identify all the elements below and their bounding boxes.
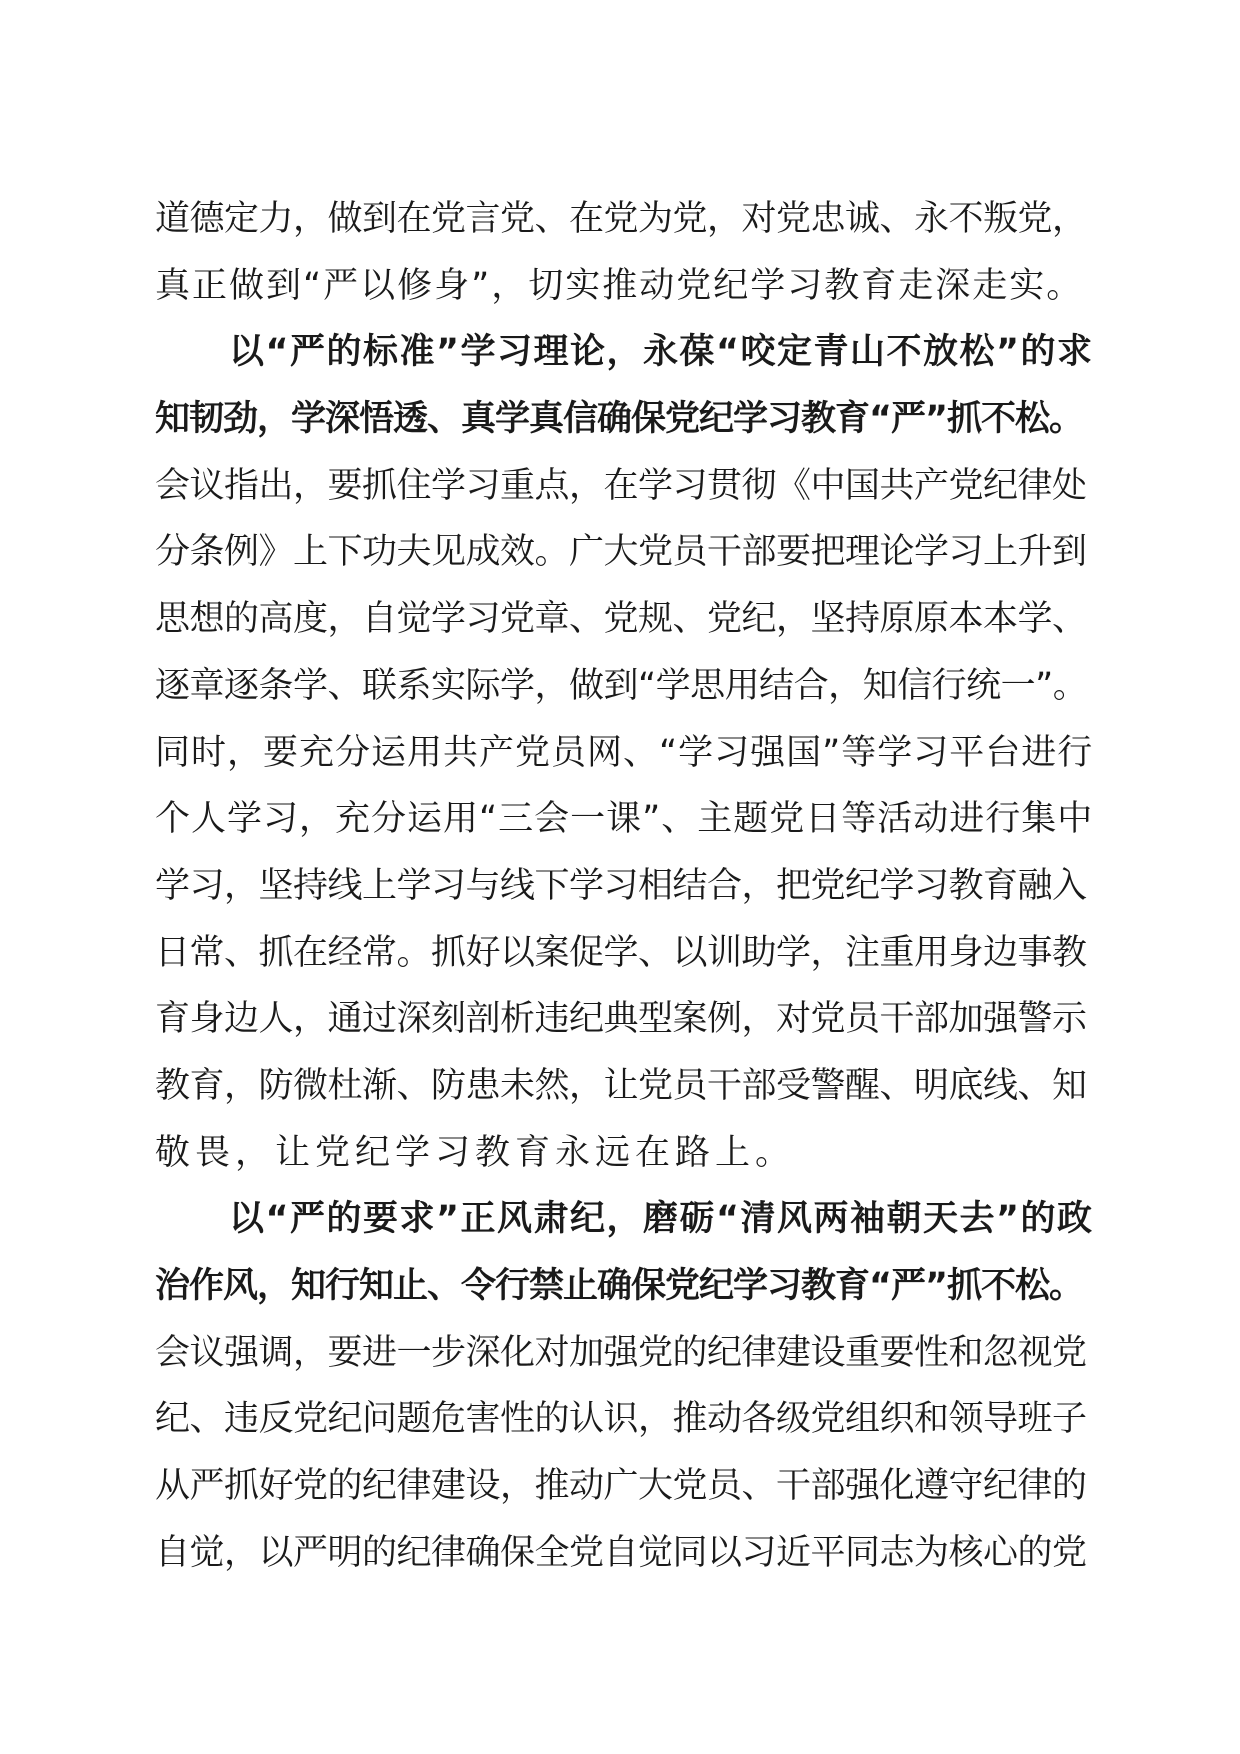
text-line: 同时，要充分运用共产党员网、“学习强国”等学习平台进行	[155, 732, 1094, 773]
section-heading-line: 治作风，知行知止、令行禁止确保党纪学习教育“严”抓不松。	[155, 1266, 1084, 1306]
text-line: 敬畏，让党纪学习教育永远在路上。	[155, 1132, 796, 1173]
text-line: 分条例》上下功夫见成效。广大党员干部要把理论学习上升到	[155, 532, 1087, 573]
section-heading-line: 以“严的标准”学习理论，永葆“咬定青山不放松”的求	[229, 332, 1094, 373]
text-line: 个人学习，充分运用“三会一课”、主题党日等活动进行集中	[155, 799, 1094, 840]
text-line: 思想的高度，自觉学习党章、党规、党纪，坚持原原本本学、	[155, 599, 1087, 640]
text-line: 自觉，以严明的纪律确保全党自觉同以习近平同志为核心的党	[155, 1532, 1087, 1573]
text-line: 学习，坚持线上学习与线下学习相结合，把党纪学习教育融入	[155, 865, 1087, 906]
text-line: 道德定力，做到在党言党、在党为党，对党忠诚、永不叛党，	[155, 199, 1087, 239]
text-line: 逐章逐条学、联系实际学，做到“学思用结合，知信行统一”。	[155, 665, 1088, 706]
section-heading-line: 知韧劲，学深悟透、真学真信确保党纪学习教育“严”抓不松。	[155, 399, 1084, 440]
text-line: 育身边人，通过深刻剖析违纪典型案例，对党员干部加强警示	[155, 999, 1087, 1040]
text-line: 会议强调，要进一步深化对加强党的纪律建设重要性和忽视党	[155, 1332, 1087, 1373]
text-line: 日常、抓在经常。抓好以案促学、以训助学，注重用身边事教	[155, 932, 1087, 973]
text-line: 纪、违反党纪问题危害性的认识，推动各级党组织和领导班子	[155, 1399, 1087, 1440]
text-line: 从严抓好党的纪律建设，推动广大党员、干部强化遵守纪律的	[155, 1466, 1087, 1507]
body-text	[155, 186, 1095, 1586]
text-line: 会议指出，要抓住学习重点，在学习贯彻《中国共产党纪律处	[155, 465, 1087, 506]
text-line: 教育，防微杜渐、防患未然，让党员干部受警醒、明底线、知	[155, 1065, 1087, 1106]
section-heading-line: 以“严的要求”正风肃纪，磨砺“清风两袖朝天去”的政	[229, 1199, 1094, 1240]
text-line: 真正做到“严以修身”，切实推动党纪学习教育走深走实。	[155, 265, 1084, 306]
